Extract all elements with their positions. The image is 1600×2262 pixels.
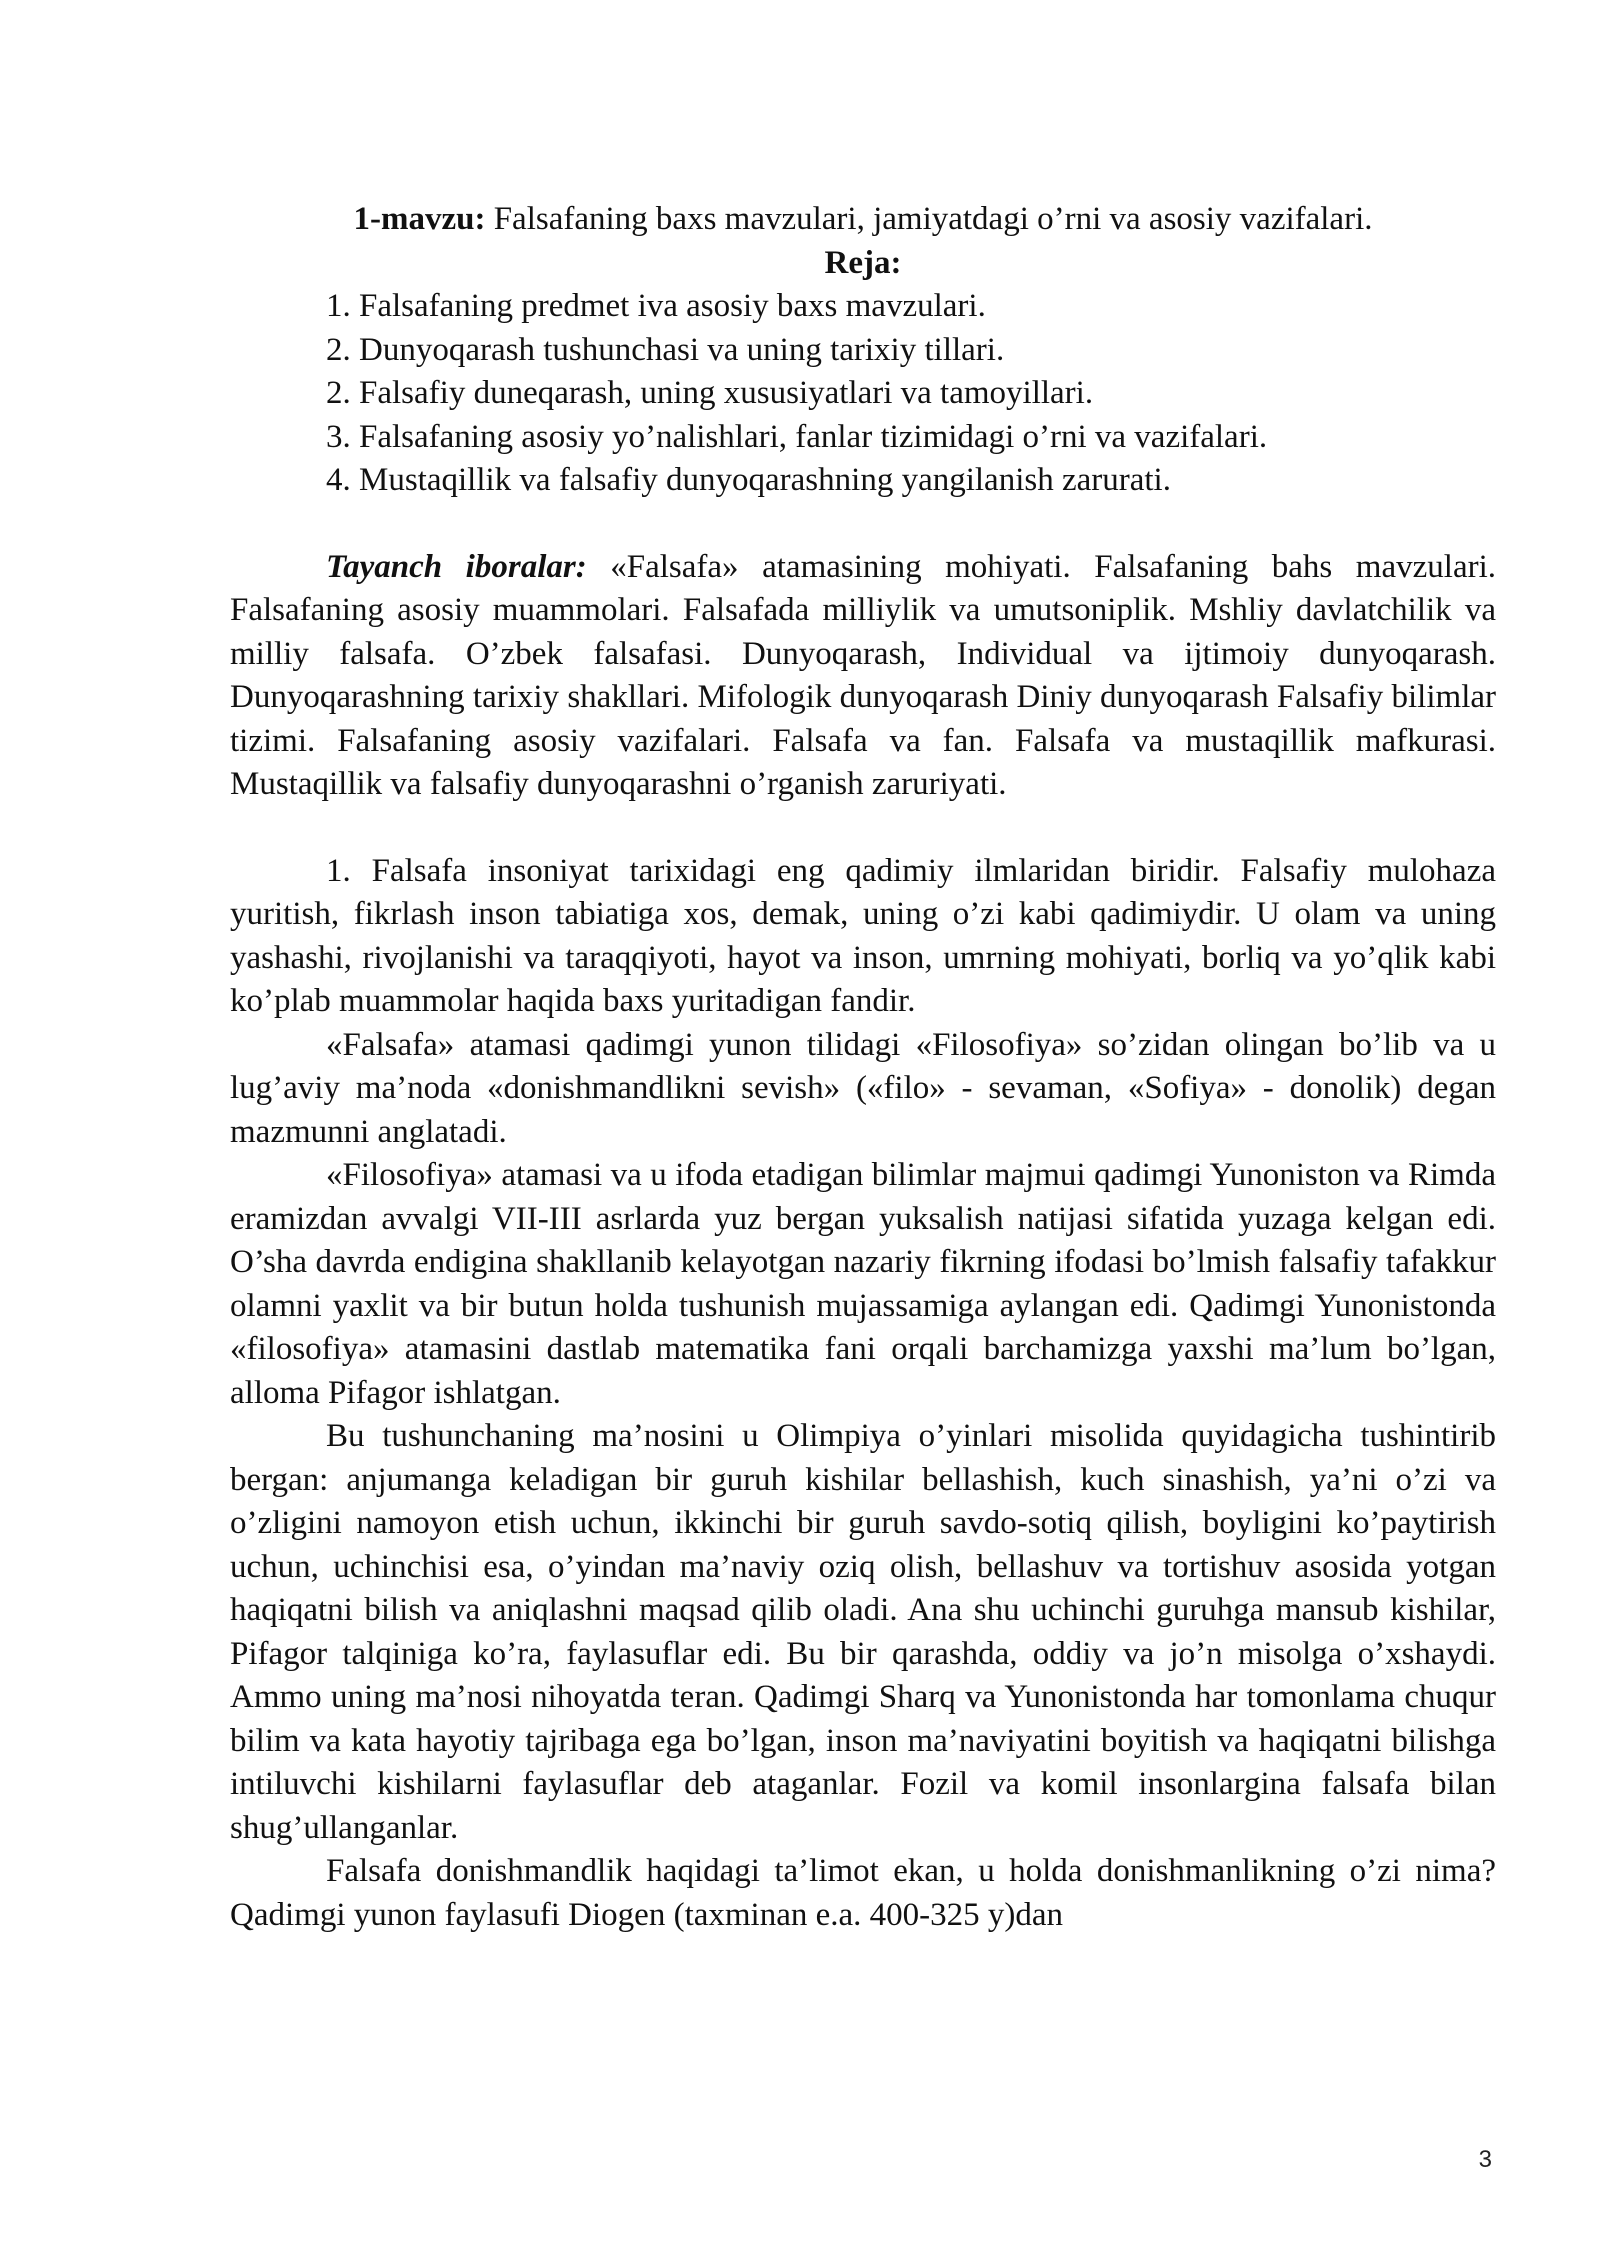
topic-title	[230, 198, 1496, 242]
plan-item: 3. Falsafaning asosiy yo’nalishlari, fanlar tizimidagi o’rni va vazifalari.	[326, 418, 1268, 455]
page-number: 3	[1478, 2146, 1492, 2173]
plan-item: 1. Falsafaning predmet iva asosiy baxs mavzulari.	[326, 288, 986, 324]
plan-item: 2. Dunyoqarash tushunchasi va uning tarixiy tillari.	[326, 331, 1005, 368]
topic-label: 1-mavzu:	[353, 201, 486, 237]
plan-heading: Reja:	[824, 244, 902, 281]
plan-item: 4. Mustaqillik va falsafiy dunyoqarashning yangilanish zarurati.	[326, 462, 1171, 498]
plan-list	[230, 285, 1496, 503]
document-page	[230, 198, 1496, 1937]
body-paragraph: «Falsafa» atamasi qadimgi yunon tilidagi «Filosofiya» so’zidan olingan bo’lib va u lug’aviy ma’noda «donishmandlikni sevish» («filo» - sevaman, «Sofiya» - donolik) degan mazmunni anglatadi.	[230, 1026, 1496, 1150]
keywords-lead: Tayanch iboralar:	[326, 548, 587, 585]
body-paragraph: Bu tushunchaning ma’nosini u Olimpiya o’yinlari misolida quyidagicha tushintirib bergan: anjumanga keladigan bir guruh kishilar bellashish, kuch sinashish, ya’ni o’zi va o’zligini namoyon etish uchun, ikkinchi bir guruh savdo-sotiq qilish, boyligini ko’paytirish uchun, uchinchisi esa, o’yindan ma’naviy oziq olish, bellashuv va tortishuv asosida yotgan haqiqatni bilish va aniqlashni maqsad qilib oladi. Ana shu uchinchi guruhga mansub kishilar, Pifagor talqiniga ko’ra, faylasuflar edi. Bu bir qarashda, oddiy va jo’n misolga o’xshaydi. Ammo uning ma’nosi nihoyatda teran. Qadimgi Sharq va Yunonistonda har tomonlama chuqur bilim va kata hayotiy tajribaga ega bo’lgan, inson ma’naviyatini boyitish va haqiqatni bilishga intiluvchi kishilarni faylasuflar deb ataganlar. Fozil va komil insonlargina falsafa bilan shug’ullanganlar.	[230, 1418, 1496, 1846]
plan-item: 2. Falsafiy duneqarash, uning xususiyatlari va tamoyillari.	[326, 375, 1094, 411]
body-paragraph: Falsafa donishmandlik haqidagi ta’limot ekan, u holda donishmanlikning o’zi nima? Qadimgi yunon faylasufi Diogen (taxminan e.a. 400-325 y)dan	[230, 1853, 1496, 1933]
body-paragraph: 1. Falsafa insoniyat tarixidagi eng qadimiy ilmlaridan biridir. Falsafiy mulohaza yuritish, fikrlash inson tabiatiga xos, demak, uning o’zi kabi qadimiydir. U olam va uning yashashi, rivojlanishi va taraqqiyoti, hayot va inson, umrning mohiyati, borliq va yo’qlik kabi ko’plab muammolar haqida baxs yuritadigan fandir.	[230, 852, 1496, 1019]
body-paragraph: «Filosofiya» atamasi va u ifoda etadigan bilimlar majmui qadimgi Yunoniston va Rimda eramizdan avvalgi VII-III asrlarda yuz bergan yuksalish natijasi sifatida yuzaga kelgan edi. O’sha davrda endigina shakllanib kelayotgan nazariy fikrning ifodasi bo’lmish falsafiy tafakkur olamni yaxlit va bir butun holda tushunish mujassamiga aylangan edi. Qadimgi Yunonistonda «filosofiya» atamasini dastlab matematika fani orqali barchamizga yaxshi ma’lum bo’lgan, alloma Pifagor ishlatgan.	[230, 1157, 1496, 1411]
topic-text: Falsafaning baxs mavzulari, jamiyatdagi o’rni va asosiy vazifalari.	[485, 201, 1373, 237]
keywords-text: «Falsafa» atamasining mohiyati. Falsafaning bahs mavzulari. Falsafaning asosiy muammolari. Falsafada milliylik va umutsoniplik. Mshliy davlatchilik va milliy falsafa. O’zbek falsafasi. Dunyoqarash, Individual va ijtimoiy dunyoqarash. Dunyoqarashning tarixiy shakllari. Mifologik dunyoqarash Diniy dunyoqarash Falsafiy bilimlar tizimi. Falsafaning asosiy vazifalari. Falsafa va fan. Falsafa va mustaqillik mafkurasi. Mustaqillik va falsafiy dunyoqarashni o’rganish zaruriyati.	[230, 548, 1496, 802]
keywords-paragraph	[230, 546, 1496, 807]
